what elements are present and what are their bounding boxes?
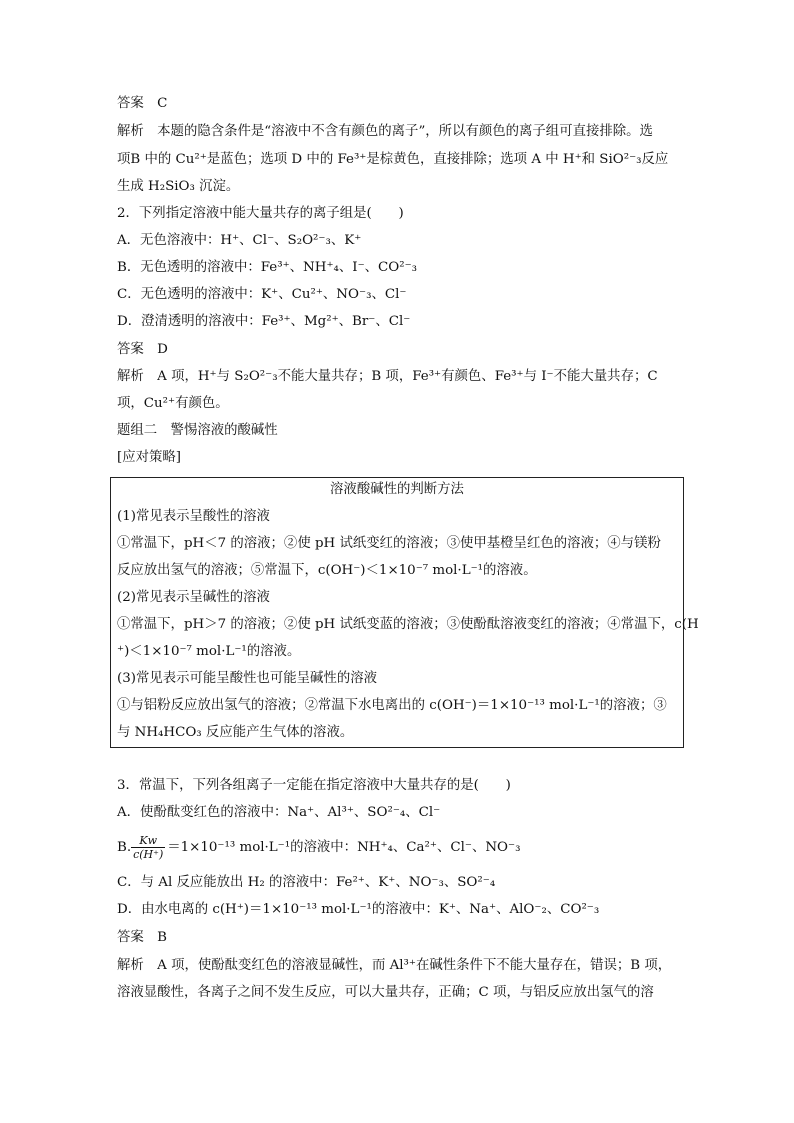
method-box-title: 溶液酸碱性的判断方法 [330,482,464,497]
question-2-option-b: B．无色透明的溶液中：Fe³⁺、NH⁺₄、I⁻、CO²⁻₃ [117,260,418,275]
question-3-option-b [117,834,687,862]
method-box [110,477,699,748]
acidic-line-1: ①常温下，pH＜7 的溶液；②使 pH 试纸变红的溶液；③使甲基橙呈红色的溶液；④与镁粉 [117,536,661,551]
question-2: 2．下列指定溶液中能大量共存的离子组是( ) [117,206,404,221]
either-line-2: 与 NH₄HCO₃ 反应能产生气体的溶液。 [117,725,354,740]
either-line-1: ①与铝粉反应放出氢气的溶液；②常温下水电离出的 c(OH⁻)＝1×10⁻¹³ mol·L⁻¹的溶液；③ [117,698,667,713]
question-3: 3．常温下，下列各组离子一定能在指定溶液中大量共存的是( ) [117,778,511,793]
fraction-denominator: c(H⁺) [133,847,164,861]
acidic-line-2: 反应放出氢气的溶液；⑤常温下，c(OH⁻)＜1×10⁻⁷ mol·L⁻¹的溶液。 [117,563,537,578]
question-3-option-c: C．与 Al 反应能放出 H₂ 的溶液中：Fe²⁺、K⁺、NO⁻₃、SO²⁻₄ [117,875,496,890]
question-2-option-a: A．无色溶液中：H⁺、Cl⁻、S₂O²⁻₃、K⁺ [117,233,362,248]
explanation-1-line-2: 项B 中的 Cu²⁺是蓝色；选项 D 中的 Fe³⁺是棕黄色，直接排除；选项 A 中 H⁺和 SiO²⁻₃反应 [117,152,669,167]
explanation-3-line-2: 溶液显酸性，各离子之间不发生反应，可以大量共存，正确；C 项，与铝反应放出氢气的溶 [117,985,654,1000]
question-2-option-c: C．无色透明的溶液中：K⁺、Cu²⁺、NO⁻₃、Cl⁻ [117,287,407,302]
either-heading: (3)常见表示可能呈酸性也可能呈碱性的溶液 [117,671,377,686]
answer-2: 答案 D [117,342,168,357]
question-3-option-d: D．由水电离的 c(H⁺)＝1×10⁻¹³ mol·L⁻¹的溶液中：K⁺、Na⁺、AlO⁻₂、CO²⁻₃ [117,902,600,917]
section-heading: 题组二 警惕溶液的酸碱性 [117,423,278,438]
kw-fraction [131,835,165,861]
explanation-2-line-1: 解析 A 项，H⁺与 S₂O²⁻₃不能大量共存；B 项，Fe³⁺有颜色、Fe³⁺与 I⁻不能大量共存；C [117,369,658,384]
explanation-1-line-1: 解析 本题的隐含条件是“溶液中不含有颜色的离子”，所以有颜色的离子组可直接排除。选 [117,124,653,139]
basic-line-2: ⁺)＜1×10⁻⁷ mol·L⁻¹的溶液。 [117,644,301,659]
explanation-1-line-3: 生成 H₂SiO₃ 沉淀。 [117,179,240,194]
strategy-label: [应对策略] [117,450,182,465]
fraction-numerator: Kw [139,833,157,847]
explanation-3-line-1: 解析 A 项，使酚酞变红色的溶液显碱性，而 Al³⁺在碱性条件下不能大量存在，错误；B 项， [117,958,672,973]
option-b-text: ＝1×10⁻¹³ mol·L⁻¹的溶液中：NH⁺₄、Ca²⁺、Cl⁻、NO⁻₃ [167,840,521,855]
question-2-option-d: D．澄清透明的溶液中：Fe³⁺、Mg²⁺、Br⁻、Cl⁻ [117,314,411,329]
option-b-prefix: B. [117,840,132,855]
basic-line-1: ①常温下，pH＞7 的溶液；②使 pH 试纸变蓝的溶液；③使酚酞溶液变红的溶液；④常温下，c(H [117,617,699,632]
answer-3: 答案 B [117,930,168,945]
explanation-2-line-2: 项，Cu²⁺有颜色。 [117,396,229,411]
basic-heading: (2)常见表示呈碱性的溶液 [117,590,270,605]
answer-1: 答案 C [117,96,168,111]
question-3-option-a: A．使酚酞变红色的溶液中：Na⁺、Al³⁺、SO²⁻₄、Cl⁻ [117,805,441,820]
acidic-heading: (1)常见表示呈酸性的溶液 [117,509,270,524]
